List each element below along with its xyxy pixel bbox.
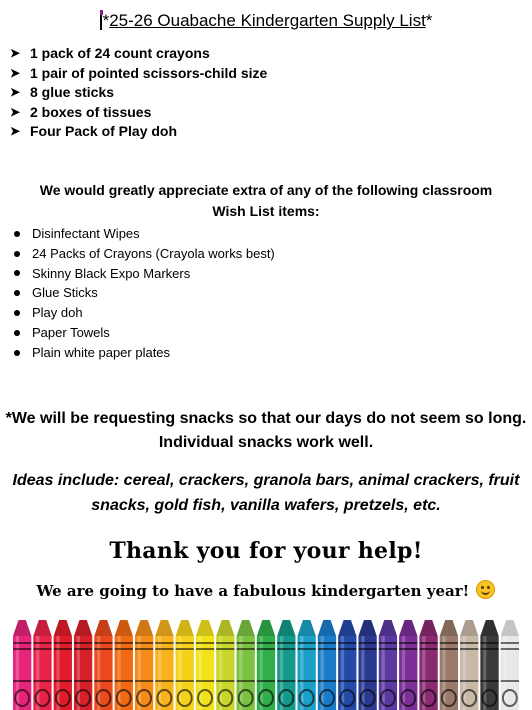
snacks-notice: *We will be requesting snacks so that our days do not seem so long. Individual snacks work well. [5, 410, 527, 451]
wish-list-intro: We would greatly appreciate extra of any of the following classroom Wish List items: [39, 182, 493, 219]
page-title: *25-26 Ouabache Kindergarten Supply List* [0, 10, 532, 31]
text-cursor [100, 10, 102, 30]
crayon [480, 620, 498, 710]
wish-item: Glue Sticks [14, 283, 275, 303]
crayon [460, 620, 478, 710]
crayon [94, 620, 112, 710]
supply-item: ➤ 8 glue sticks [10, 83, 267, 103]
supply-item: ➤ Four Pack of Play doh [10, 122, 267, 142]
bullet-dot-icon [14, 290, 20, 296]
supply-item: ➤ 2 boxes of tissues [10, 103, 267, 123]
crayon [74, 620, 92, 710]
crayon [33, 620, 51, 710]
bullet-dot-icon [14, 310, 20, 316]
crayon [176, 620, 194, 710]
arrow-bullet-icon: ➤ [10, 85, 21, 100]
arrow-bullet-icon: ➤ [10, 124, 21, 139]
crayon [399, 620, 417, 710]
bullet-dot-icon [14, 251, 20, 257]
bullet-dot-icon [14, 270, 20, 276]
crayon [13, 620, 31, 710]
crayon [155, 620, 173, 710]
crayon [501, 620, 519, 710]
crayon [54, 620, 72, 710]
crayon [135, 620, 153, 710]
bullet-dot-icon [14, 231, 20, 237]
wish-item: Disinfectant Wipes [14, 224, 275, 244]
supply-list [10, 44, 267, 142]
wish-item: Plain white paper plates [14, 343, 275, 363]
crayon [115, 620, 133, 710]
crayon [358, 620, 376, 710]
crayon [419, 620, 437, 710]
crayons-illustration [12, 618, 520, 710]
crayon [237, 620, 255, 710]
supply-item: ➤ 1 pair of pointed scissors-child size [10, 64, 267, 84]
crayon [440, 620, 458, 710]
crayon [196, 620, 214, 710]
thank-you-heading: Thank you for your help! [109, 538, 423, 564]
wish-item: Paper Towels [14, 323, 275, 343]
supply-item: ➤ 1 pack of 24 count crayons [10, 44, 267, 64]
arrow-bullet-icon: ➤ [10, 104, 21, 119]
crayon [277, 620, 295, 710]
crayon [216, 620, 234, 710]
smiley-emoji-icon [476, 580, 495, 599]
crayon [338, 620, 356, 710]
crayon [318, 620, 336, 710]
closing-message: We are going to have a fabulous kindergarten year! [0, 580, 532, 600]
crayon [379, 620, 397, 710]
page-title-text: 25-26 Ouabache Kindergarten Supply List [109, 11, 426, 30]
wish-item: Skinny Black Expo Markers [14, 264, 275, 284]
bullet-dot-icon [14, 350, 20, 356]
arrow-bullet-icon: ➤ [10, 46, 21, 60]
wish-item: Play doh [14, 303, 275, 323]
wish-list [14, 224, 275, 363]
crayon [297, 620, 315, 710]
snack-ideas: Ideas include: cereal, crackers, granola bars, animal crackers, fruit snacks, gold fish, vanilla wafers, pretzels, etc. [12, 472, 520, 514]
arrow-bullet-icon: ➤ [10, 65, 21, 80]
crayon [257, 620, 275, 710]
bullet-dot-icon [14, 330, 20, 336]
wish-item: 24 Packs of Crayons (Crayola works best) [14, 244, 275, 264]
